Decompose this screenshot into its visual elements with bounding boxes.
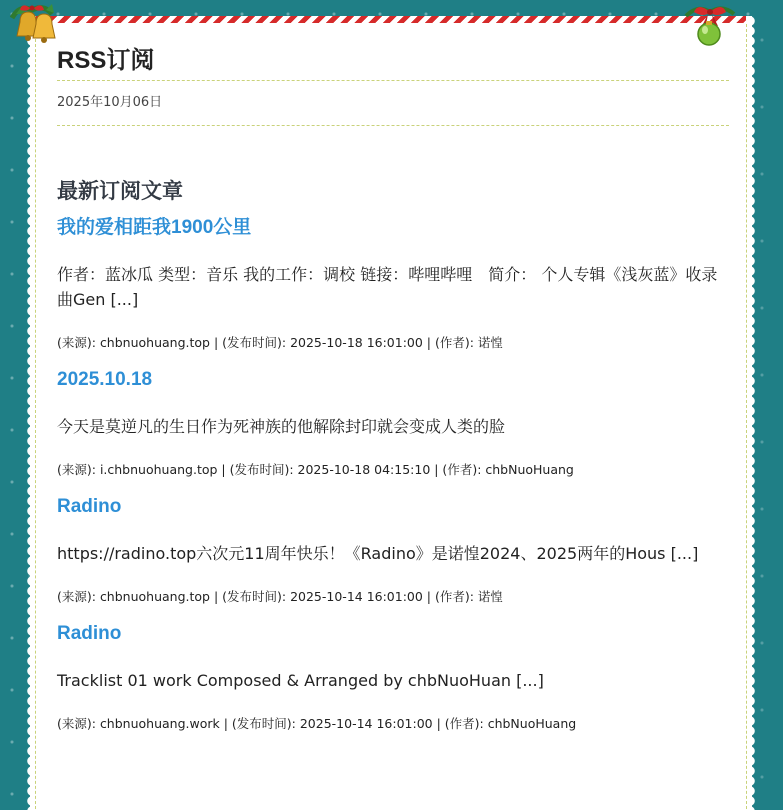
page-title: RSS订阅 bbox=[57, 47, 155, 74]
post-meta: (来源): i.chbnuohuang.top | (发布时间): 2025-10-18 04:15:10 | (作者): chbNuoHuang bbox=[57, 462, 574, 477]
christmas-bells-icon bbox=[6, 0, 64, 52]
post-excerpt: 作者：蓝冰瓜 类型：音乐 我的工作：调校 链接：哔哩哔哩 简介： 个人专辑《浅灰蓝》收录曲Gen [...] bbox=[57, 265, 718, 309]
post-title-link[interactable]: Radino bbox=[57, 623, 122, 644]
post-meta: (来源): chbnuohuang.work | (发布时间): 2025-10-14 16:01:00 | (作者): chbNuoHuang bbox=[57, 716, 577, 731]
divider bbox=[57, 125, 729, 126]
page-date: 2025年10月06日 bbox=[57, 95, 163, 110]
post-item bbox=[57, 619, 729, 734]
post-title-link[interactable]: 我的爱相距我1900公里 bbox=[57, 217, 252, 238]
section-title: 最新订阅文章 bbox=[57, 180, 183, 203]
post-item bbox=[57, 492, 729, 607]
post-title-link[interactable]: Radino bbox=[57, 496, 122, 517]
post-item bbox=[57, 365, 729, 480]
candy-cane-border bbox=[36, 16, 746, 23]
post-meta: (来源): chbnuohuang.top | (发布时间): 2025-10-14 16:01:00 | (作者): 诺惶 bbox=[57, 589, 503, 604]
post-meta: (来源): chbnuohuang.top | (发布时间): 2025-10-18 16:01:00 | (作者): 诺惶 bbox=[57, 335, 503, 350]
post-title-link[interactable]: 2025.10.18 bbox=[57, 369, 153, 390]
post-excerpt: 今天是莫逆凡的生日作为死神族的他解除封印就会变成人类的脸 bbox=[57, 417, 506, 436]
main-content bbox=[57, 36, 729, 734]
post-item bbox=[57, 213, 729, 353]
post-excerpt: Tracklist 01 work Composed & Arranged by chbNuoHuan [...] bbox=[57, 671, 544, 690]
post-excerpt: https://radino.top六次元11周年快乐！《Radino》是诺惶2024、2025两年的Hous [...] bbox=[57, 544, 699, 563]
